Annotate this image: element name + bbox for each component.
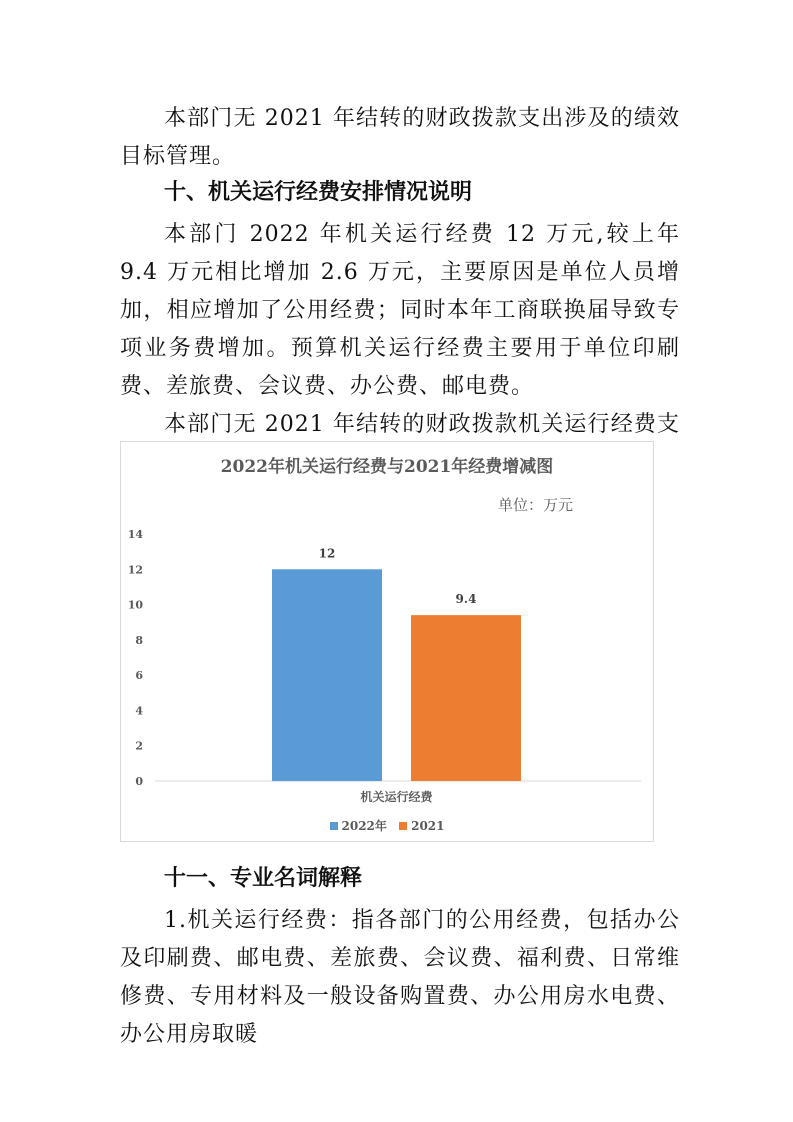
y-tick-label: 12	[127, 563, 143, 577]
y-tick-label: 2	[135, 739, 143, 753]
y-tick-label: 4	[135, 704, 143, 718]
y-tick-label: 6	[135, 669, 143, 683]
chart-unit-label: 单位：万元	[497, 496, 573, 514]
chart-container	[120, 441, 654, 842]
section-heading-10: 十、机关运行经费安排情况说明	[164, 180, 473, 205]
data-label: 12	[318, 546, 336, 561]
y-tick-label: 10	[127, 598, 143, 612]
legend-item-2021	[399, 819, 444, 833]
bar-2022年	[272, 569, 382, 781]
legend-swatch-2022	[330, 822, 338, 830]
bar-chart	[121, 442, 653, 841]
legend-label-2022: 2022年	[341, 819, 387, 833]
y-tick-label: 8	[135, 633, 143, 647]
paragraph-no-carryover: 本部门无 2021 年结转的财政拨款机关运行经费支	[164, 412, 680, 437]
y-tick-label: 0	[135, 775, 143, 788]
paragraph-term-definition: 1.机关运行经费：指各部门的公用经费，包括办公及印刷费、邮电费、差旅费、会议费、福利费、日常维修费、专用材料及一般设备购置费、办公用房水电费、办公用房取暖	[120, 908, 680, 1047]
x-category-label: 机关运行经费	[360, 790, 433, 804]
legend-item-2022	[330, 817, 387, 834]
legend-swatch-2021	[399, 822, 407, 830]
chart-title: 2022年机关运行经费与2021年经费增减图	[220, 457, 554, 477]
y-tick-label: 14	[127, 528, 143, 541]
data-label: 9.4	[455, 592, 477, 607]
paragraph-performance-goals: 本部门无 2021 年结转的财政拨款支出涉及的绩效目标管理。	[120, 106, 680, 169]
paragraph-operating-expenses: 本部门 2022 年机关运行经费 12 万元,较上年 9.4 万元相比增加 2.6 万元，主要原因是单位人员增加，相应增加了公用经费；同时本年工商联换届导致专项业务费增加。预算机关运行经费主要用于单位印刷费、差旅费、会议费、办公费、邮电费。	[120, 222, 680, 399]
section-heading-11: 十一、专业名词解释	[164, 866, 363, 891]
legend-label-2021: 2021	[411, 818, 445, 833]
chart-legend	[121, 817, 653, 834]
bar-2021	[411, 615, 521, 781]
